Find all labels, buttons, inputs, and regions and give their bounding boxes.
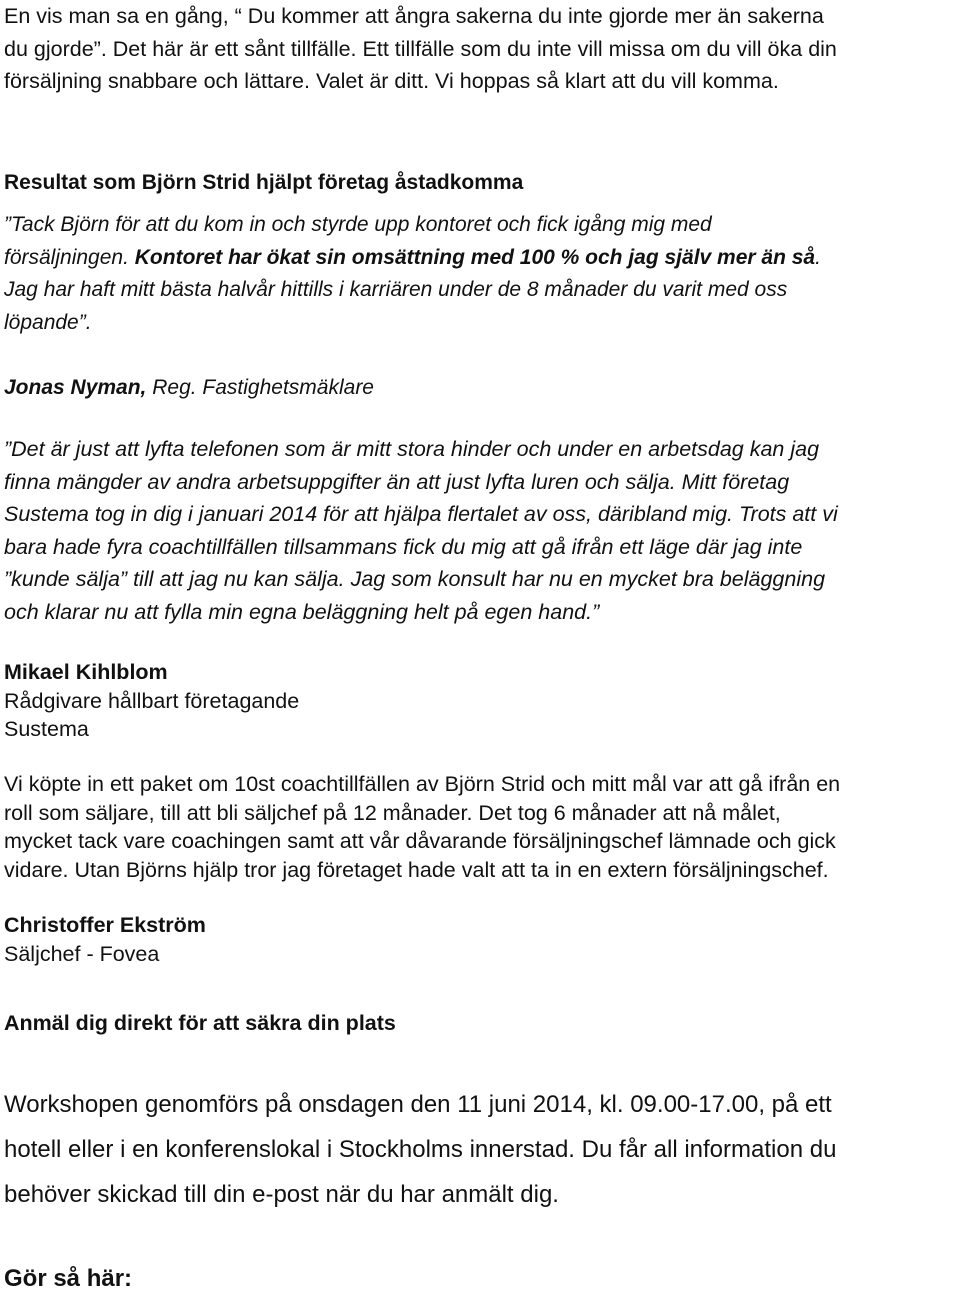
quote-text: försäljningen. bbox=[4, 245, 135, 269]
testimonial-author bbox=[4, 373, 956, 403]
signup-heading: Anmäl dig direkt för att säkra din plats bbox=[4, 1011, 396, 1035]
results-heading: Resultat som Björn Strid hjälpt företag åstadkomma bbox=[4, 171, 524, 194]
quote-line: ”Det är just att lyfta telefonen som är mitt stora hinder och under en arbetsdag kan jag bbox=[4, 437, 820, 461]
author-company: Sustema bbox=[4, 717, 89, 741]
howto-heading: Gör så här: bbox=[4, 1265, 133, 1292]
testimonial-quote bbox=[4, 433, 956, 629]
quote-text: . bbox=[815, 245, 821, 269]
author-name: Mikael Kihlblom bbox=[4, 660, 168, 684]
quote-line: ”kunde sälja” till att jag nu kan sälja. Jag som konsult har nu en mycket bra beläggning bbox=[4, 567, 826, 592]
testimonial-quote bbox=[4, 770, 956, 884]
quote-line: ”Tack Björn för att du kom in och styrde upp kontoret och fick igång mig med bbox=[4, 213, 712, 236]
testimonial-quote bbox=[4, 209, 956, 339]
quote-line: bara hade fyra coachtillfällen tillsammans fick du mig att gå ifrån ett läge där jag inte bbox=[4, 534, 803, 559]
author-name: Jonas Nyman, bbox=[4, 376, 147, 399]
quote-line: Sustema tog in dig i januari 2014 för att hjälpa flertalet av oss, däribland mig. Trots att vi bbox=[4, 502, 838, 527]
author-title: Reg. Fastighetsmäklare bbox=[146, 376, 374, 399]
quote-line: vidare. Utan Björns hjälp tror jag företaget hade valt att ta in en extern försäljningschef. bbox=[4, 857, 829, 882]
quote-line: finna mängder av andra arbetsuppgifter än att just lyfta luren och sälja. Mitt företag bbox=[4, 469, 790, 494]
intro-line: du gjorde”. Det här är ett sånt tillfälle. Ett tillfälle som du inte vill missa om du vill öka din bbox=[4, 36, 837, 61]
author-role: Säljchef - Fovea bbox=[4, 941, 160, 966]
workshop-paragraph bbox=[4, 1082, 956, 1217]
quote-line: Vi köpte in ett paket om 10st coachtillfällen av Björn Strid och mitt mål var att gå ifrån en bbox=[4, 772, 841, 796]
quote-line: Jag har haft mitt bästa halvår hittills i karriären under de 8 månader du varit med oss bbox=[4, 278, 788, 301]
testimonial-author bbox=[4, 911, 956, 968]
quote-highlight: Kontoret har ökat sin omsättning med 100 % och jag själv mer än så bbox=[134, 245, 816, 269]
workshop-line: behöver skickad till din e-post när du har anmält dig. bbox=[4, 1181, 559, 1208]
testimonial-author bbox=[4, 658, 956, 744]
quote-line: mycket tack vare coachingen samt att vår dåvarande försäljningschef lämnade och gick bbox=[4, 829, 836, 853]
quote-line: löpande”. bbox=[4, 310, 92, 334]
workshop-line: hotell eller i en konferenslokal i Stockholms innerstad. Du får all information du bbox=[4, 1136, 837, 1163]
quote-line: roll som säljare, till att bli säljchef på 12 månader. Det tog 6 månader att nå målet, bbox=[4, 800, 781, 825]
intro-line: försäljning snabbare och lättare. Valet är ditt. Vi hoppas så klart att du vill komma. bbox=[4, 69, 779, 93]
intro-paragraph bbox=[4, 0, 956, 98]
author-name: Christoffer Ekström bbox=[4, 913, 206, 937]
quote-line: och klarar nu att fylla min egna beläggning helt på egen hand.” bbox=[4, 599, 600, 624]
quote-line bbox=[4, 242, 956, 275]
author-role: Rådgivare hållbart företagande bbox=[4, 688, 300, 713]
workshop-line: Workshopen genomförs på onsdagen den 11 juni 2014, kl. 09.00-17.00, på ett bbox=[4, 1091, 832, 1118]
intro-line: En vis man sa en gång, “ Du kommer att ångra sakerna du inte gjorde mer än sakerna bbox=[4, 4, 824, 28]
